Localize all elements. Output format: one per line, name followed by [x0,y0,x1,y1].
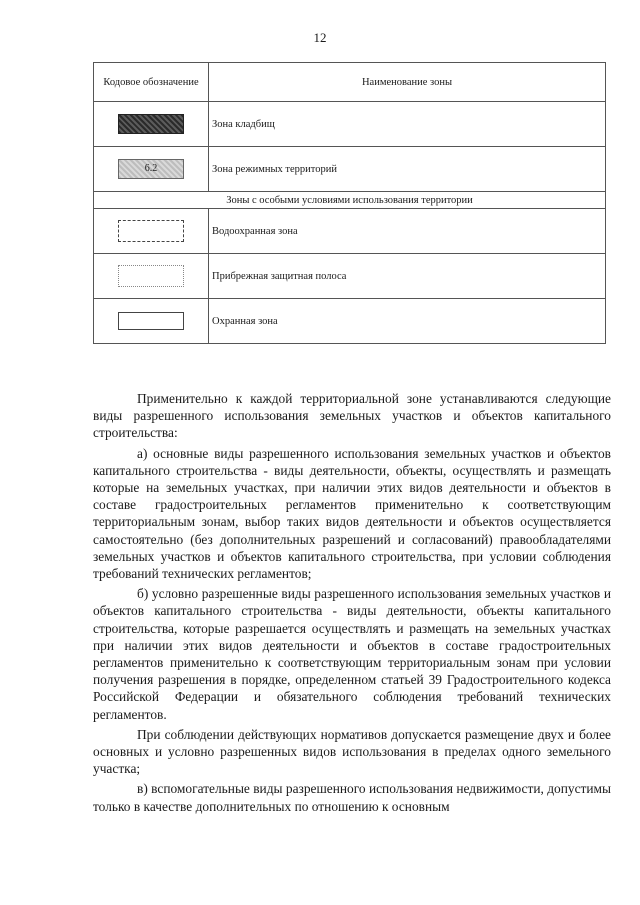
zone-name: Зона кладбищ [209,102,606,147]
zone-name: Прибрежная защитная полоса [209,254,606,299]
cemetery-zone-swatch [118,114,184,134]
table-row [94,299,606,344]
paragraph: При соблюдении действующих нормативов допускается размещение двух и более основных и условно разрешенных видов использования в пределах одного земельного участка; [93,726,611,777]
zone-legend-table [93,62,606,344]
body-text [93,390,611,818]
table-row [94,209,606,254]
table-header-row [94,63,606,102]
header-code: Кодовое обозначение [94,63,209,102]
zone-name: Зона режимных территорий [209,147,606,192]
paragraph: Применительно к каждой территориальной зоне устанавливаются следующие виды разрешенного использования земельных участков и объектов капитального строительства: [93,391,611,441]
zone-name: Водоохранная зона [209,209,606,254]
table-row [94,147,606,192]
security-zone-swatch [118,312,184,330]
coastal-strip-swatch [118,265,184,287]
section-row [94,192,606,209]
table-row [94,102,606,147]
zone-name: Охранная зона [209,299,606,344]
page-number: 12 [313,30,327,45]
paragraph: в) вспомогательные виды разрешенного использования недвижимости, допустимы только в качестве дополнительных по отношению к основным [93,781,611,814]
water-protection-zone-swatch [118,220,184,242]
header-name: Наименование зоны [209,63,606,102]
paragraph: б) условно разрешенные виды разрешенного использования земельных участков и объектов капитального строительства - виды деятельности, объекты капитального строительства, которые разрешается осуществлять и размещать на земельных участках при наличии этих видов деятельности и объектов в составе градостроительных регламентов применительно к соответствующим территориальным зонам при условии получения разрешения в порядке, определенном статьей 39 Градостроительного кодекса Российской Федерации и обязательного соблюдения требований технических регламентов. [93,586,611,722]
section-title: Зоны с особыми условиями использования территории [94,192,606,209]
regime-zone-swatch: 6.2 [118,159,184,179]
paragraph: а) основные виды разрешенного использования земельных участков и объектов капитального строительства - виды деятельности, объекты, осуществлять и размещать которые на земельных участках, при наличии этих видов деятельности и объектов в составе градостроительных регламентов применительно к соответствующим территориальным зонам, выбор таких видов деятельности и объектов осуществляется самостоятельно (без дополнительных разрешений и согласований) правообладателями земельных участков и объектов капитального строительства, при условии соблюдения требований технических регламентов; [93,445,611,582]
table-row [94,254,606,299]
